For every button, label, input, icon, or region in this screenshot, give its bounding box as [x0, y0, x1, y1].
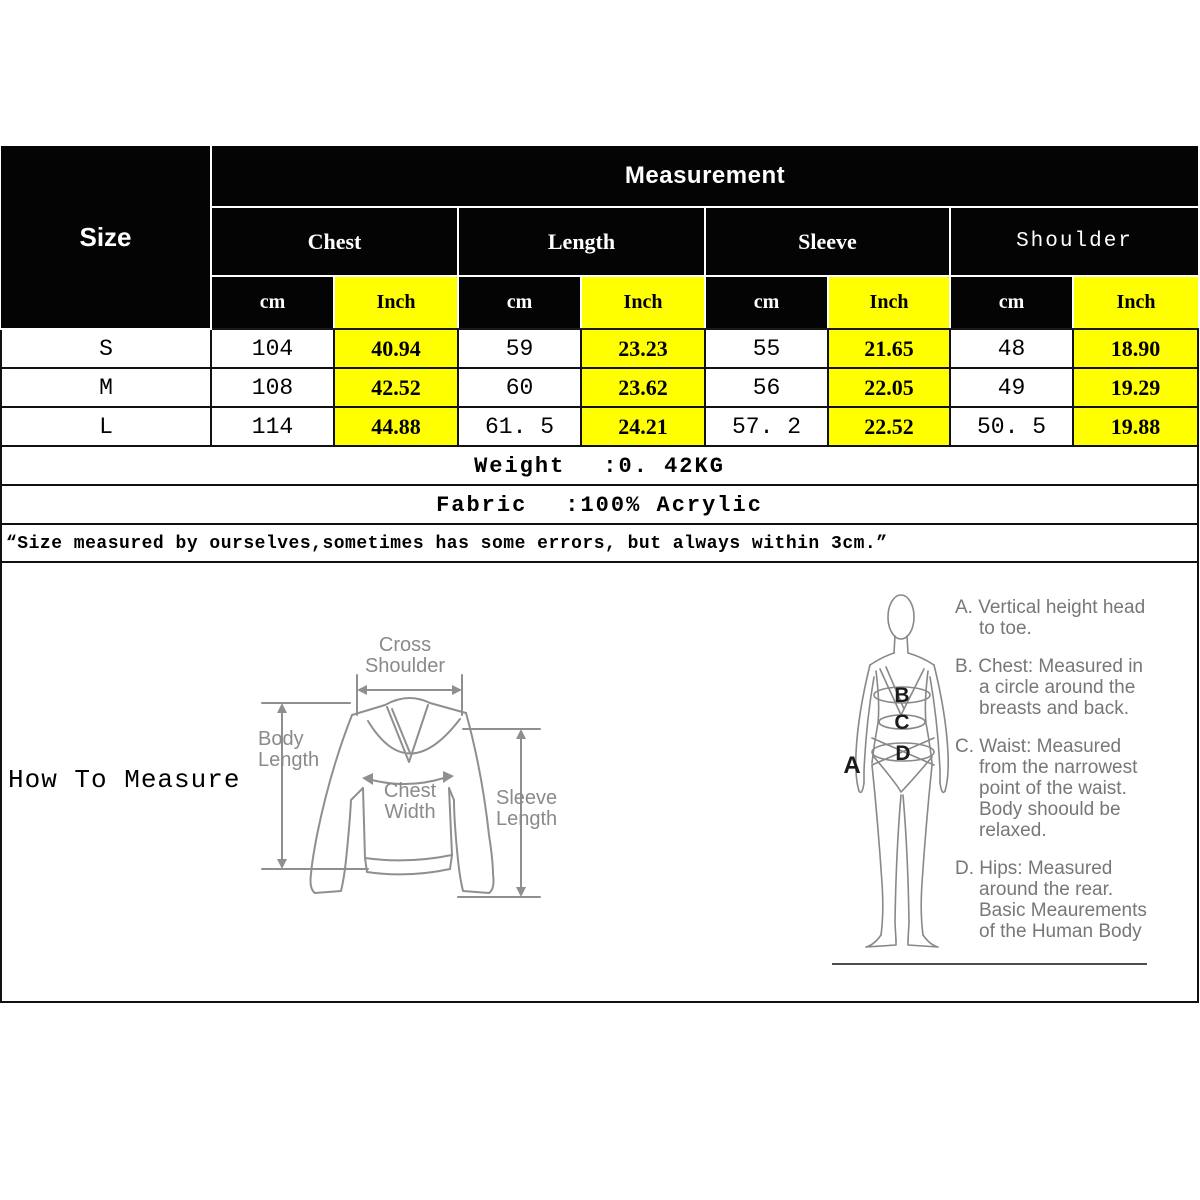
- chest-width-label: Chest Width: [383, 780, 437, 823]
- weight-row: [1, 446, 1198, 485]
- cm-value-cell: 104: [211, 329, 334, 368]
- note-text: “Size measured by ourselves,sometimes has some errors, but always within 3cm.”: [1, 524, 1198, 562]
- sleeve-length-label: Sleeve Length: [496, 787, 558, 830]
- weight-value: :0. 42KG: [603, 453, 725, 479]
- inch-value-cell: 19.88: [1073, 407, 1198, 446]
- inch-value-cell: 42.52: [334, 368, 458, 407]
- fabric-value: :100% Acrylic: [565, 492, 763, 518]
- unit-header-cm: cm: [705, 276, 828, 329]
- cm-value-cell: 108: [211, 368, 334, 407]
- cm-value-cell: 60: [458, 368, 581, 407]
- how-to-measure-title: How To Measure: [8, 765, 241, 795]
- fabric-cell: [1, 485, 1198, 524]
- inch-value-cell: 23.62: [581, 368, 705, 407]
- note-row: [1, 524, 1198, 562]
- inch-value-cell: 44.88: [334, 407, 458, 446]
- figure-label-c: C: [894, 711, 910, 734]
- weight-label: Weight: [474, 453, 566, 479]
- unit-header-inch: Inch: [581, 276, 705, 329]
- instruction-item-b: B. Chest: Measured in a circle around the breasts and back.: [955, 656, 1143, 719]
- fabric-row: [1, 485, 1198, 524]
- instruction-item-d: D. Hips: Measured around the rear. Basic Meaurements of the Human Body: [955, 858, 1147, 942]
- cm-value-cell: 114: [211, 407, 334, 446]
- unit-header-cm: cm: [211, 276, 334, 329]
- cm-value-cell: 55: [705, 329, 828, 368]
- cm-value-cell: 61. 5: [458, 407, 581, 446]
- size-label-cell: L: [1, 407, 211, 446]
- weight-cell: [1, 446, 1198, 485]
- figure-label-d: D: [895, 742, 911, 765]
- unit-header-cm: cm: [458, 276, 581, 329]
- table-row-m: [1, 368, 1198, 407]
- cm-value-cell: 56: [705, 368, 828, 407]
- table-row-l: [1, 407, 1198, 446]
- cm-value-cell: 57. 2: [705, 407, 828, 446]
- cm-value-cell: 59: [458, 329, 581, 368]
- group-header-chest: Chest: [211, 207, 458, 276]
- instruction-item-c: C. Waist: Measured from the narrowest point of the waist. Body shoould be relaxed.: [955, 736, 1138, 841]
- size-column-header: Size: [1, 146, 211, 329]
- inch-value-cell: 22.05: [828, 368, 950, 407]
- unit-header-cm: cm: [950, 276, 1073, 329]
- figure-label-a: A: [843, 752, 861, 779]
- measurement-title: Measurement: [211, 146, 1198, 207]
- unit-header-inch: Inch: [1073, 276, 1198, 329]
- unit-header-inch: Inch: [334, 276, 458, 329]
- inch-value-cell: 22.52: [828, 407, 950, 446]
- figure-underline: [832, 963, 1147, 965]
- measure-instructions: [955, 597, 1151, 959]
- size-label-cell: S: [1, 329, 211, 368]
- how-to-measure-section: [0, 561, 1199, 1003]
- inch-value-cell: 19.29: [1073, 368, 1198, 407]
- inch-value-cell: 21.65: [828, 329, 950, 368]
- figure-label-b: B: [894, 684, 910, 707]
- cm-value-cell: 49: [950, 368, 1073, 407]
- human-figure-diagram: [826, 583, 952, 975]
- group-header-sleeve: Sleeve: [705, 207, 950, 276]
- cross-shoulder-label: Cross Shoulder: [364, 634, 446, 677]
- inch-value-cell: 24.21: [581, 407, 705, 446]
- inch-value-cell: 23.23: [581, 329, 705, 368]
- inch-value-cell: 40.94: [334, 329, 458, 368]
- cm-value-cell: 48: [950, 329, 1073, 368]
- inch-value-cell: 18.90: [1073, 329, 1198, 368]
- group-header-length: Length: [458, 207, 705, 276]
- size-label-cell: M: [1, 368, 211, 407]
- table-row-s: [1, 329, 1198, 368]
- group-header-shoulder: Shoulder: [950, 207, 1198, 276]
- unit-header-inch: Inch: [828, 276, 950, 329]
- body-length-label: Body Length: [258, 728, 320, 771]
- cm-value-cell: 50. 5: [950, 407, 1073, 446]
- size-table: [0, 146, 1199, 562]
- fabric-label: Fabric: [436, 492, 528, 518]
- instruction-item-a: A. Vertical height head to toe.: [955, 597, 1146, 639]
